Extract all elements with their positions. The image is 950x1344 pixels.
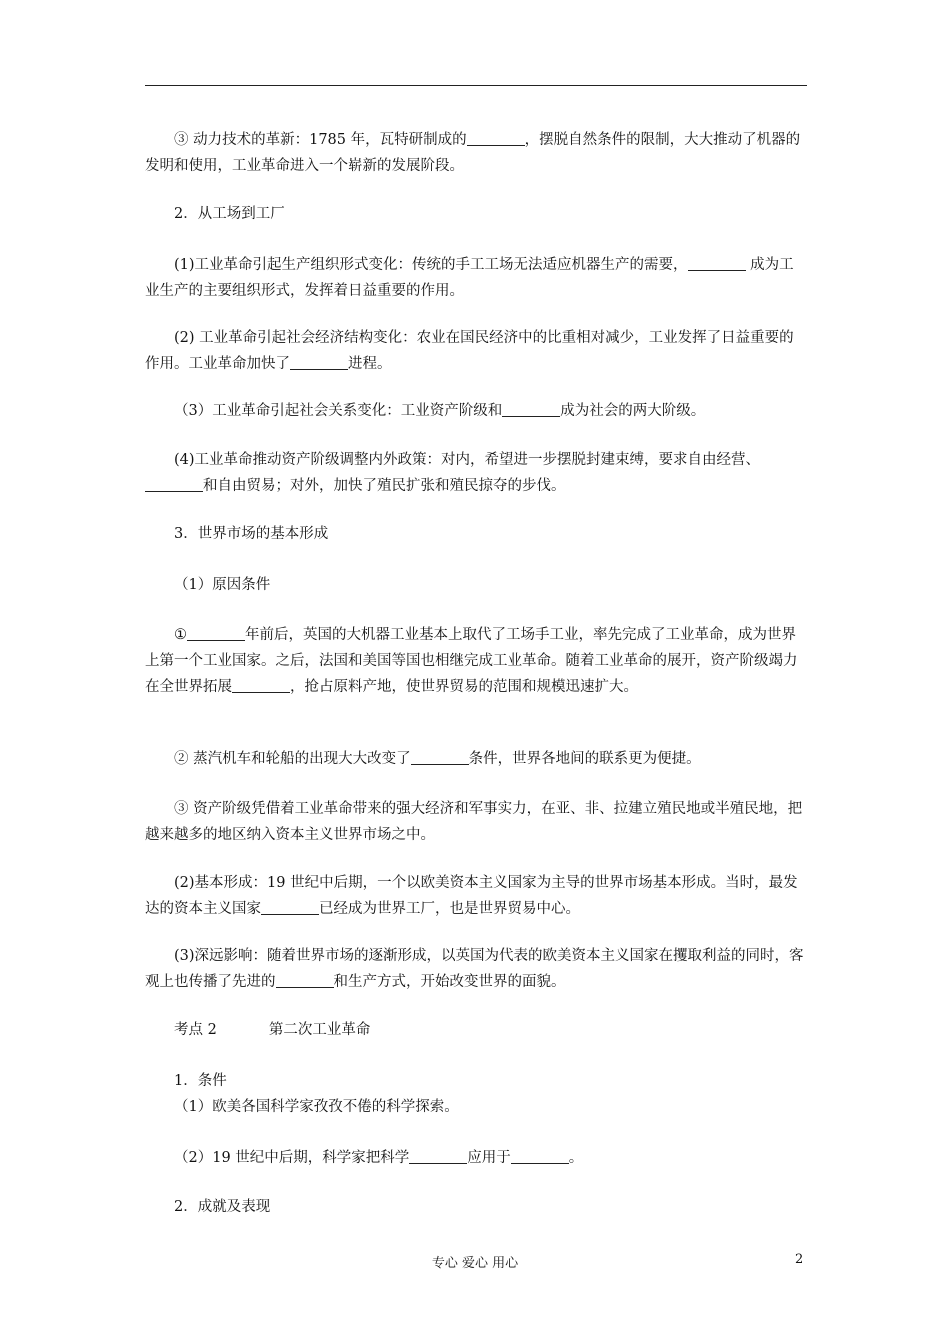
text: (1)工业革命引起生产组织形式变化：传统的手工工场无法适应机器生产的需要，	[174, 257, 688, 273]
paragraph-science-applied	[145, 1145, 807, 1171]
paragraph-steam-engine	[145, 127, 807, 179]
text: 应用于	[467, 1150, 511, 1166]
text: 条件，世界各地间的联系更为便捷。	[468, 751, 701, 767]
paragraph-formation	[145, 870, 807, 922]
fill-blank[interactable]	[232, 678, 290, 693]
text: 和自由贸易；对外，加快了殖民扩张和殖民掠夺的步伐。	[203, 478, 566, 494]
paragraph-colonies: ③ 资产阶级凭借着工业革命带来的强大经济和军事实力，在亚、非、拉建立殖民地或半殖民地，把越来越多的地区纳入资本主义世界市场之中。	[145, 801, 803, 843]
fill-blank[interactable]	[688, 256, 746, 271]
paragraph-influence	[145, 943, 807, 995]
text: (4)工业革命推动资产阶级调整内外政策：对内，希望进一步摆脱封建束缚，要求自由经营、	[174, 452, 761, 468]
conditions-item-1: （1）欧美各国科学家孜孜不倦的科学探索。	[174, 1099, 459, 1115]
text: ② 蒸汽机车和轮船的出现大大改变了	[174, 751, 411, 767]
text: 进程。	[348, 356, 392, 372]
text: (2)基本形成：19 世纪中后期，一个以欧美资本主义国家为主导的世界市场基本形成。当时，最发达的资本主义国家	[145, 875, 798, 917]
fill-blank[interactable]	[145, 477, 203, 492]
section-heading-world-market: 3．世界市场的基本形成	[174, 526, 329, 542]
text: (3)深远影响：随着世界市场的逐渐形成，以英国为代表的欧美资本主义国家在攫取利益的同时，客观上也传播了先进的	[145, 948, 804, 990]
text: 已经成为世界工厂，也是世界贸易中心。	[319, 901, 580, 917]
paragraph-britain-first	[145, 622, 807, 700]
paragraph-policies	[145, 447, 807, 499]
subheading-causes: （1）原因条件	[174, 577, 271, 593]
fill-blank[interactable]	[187, 626, 245, 641]
page-number: 2	[795, 1252, 804, 1267]
exam-point-title: 第二次工业革命	[268, 1022, 371, 1038]
section-heading-achievements: 2．成就及表现	[174, 1199, 271, 1215]
paragraph-production-organization	[145, 252, 807, 304]
text: ，抢占原料产地，使世界贸易的范围和规模迅速扩大。	[290, 679, 638, 695]
fill-blank[interactable]	[276, 973, 334, 988]
exam-point-heading	[145, 1017, 807, 1043]
text: ①	[174, 627, 187, 643]
text: 和生产方式，开始改变世界的面貌。	[333, 974, 566, 990]
section-heading-workshop-to-factory: 2．从工场到工厂	[174, 206, 285, 222]
fill-blank[interactable]	[409, 1149, 467, 1164]
text: ，摆脱自然条件的限制，大大推动了机器的发明和使用，工业革命进入一个崭新的发展阶段。	[145, 132, 801, 174]
exam-point-number: 考点 2	[174, 1022, 217, 1038]
text: (2) 工业革命引起社会经济结构变化：农业在国民经济中的比重相对减少，工业发挥了日益重要的作用。工业革命加快了	[145, 330, 794, 372]
text: 年前后，英国的大机器工业基本上取代了工场手工业，率先完成了工业革命，成为世界上第一个工业国家。之后，法国和美国等国也相继完成工业革命。随着工业革命的展开，资产阶级竭力在全世界拓展	[145, 627, 798, 695]
conditions-heading: 1．条件	[174, 1073, 227, 1089]
fill-blank[interactable]	[467, 131, 525, 146]
header-rule	[145, 85, 807, 86]
text: 成为社会的两大阶级。	[560, 403, 706, 419]
fill-blank[interactable]	[411, 750, 469, 765]
conditions-block	[145, 1068, 807, 1120]
fill-blank[interactable]	[502, 402, 560, 417]
text: 。	[568, 1150, 584, 1166]
paragraph-economic-structure	[145, 325, 807, 377]
text: 成为工业生产的主要组织形式，发挥着日益重要的作用。	[145, 257, 794, 299]
text: （3）工业革命引起社会关系变化：工业资产阶级和	[174, 403, 503, 419]
footer-motto: 专心 爱心 用心	[431, 1256, 519, 1271]
paragraph-transport	[145, 746, 807, 772]
fill-blank[interactable]	[511, 1149, 569, 1164]
fill-blank[interactable]	[290, 355, 348, 370]
fill-blank[interactable]	[261, 900, 319, 915]
text: （2）19 世纪中后期，科学家把科学	[174, 1150, 410, 1166]
paragraph-social-relations	[145, 398, 807, 424]
text: ③ 动力技术的革新：1785 年，瓦特研制成的	[174, 132, 467, 148]
